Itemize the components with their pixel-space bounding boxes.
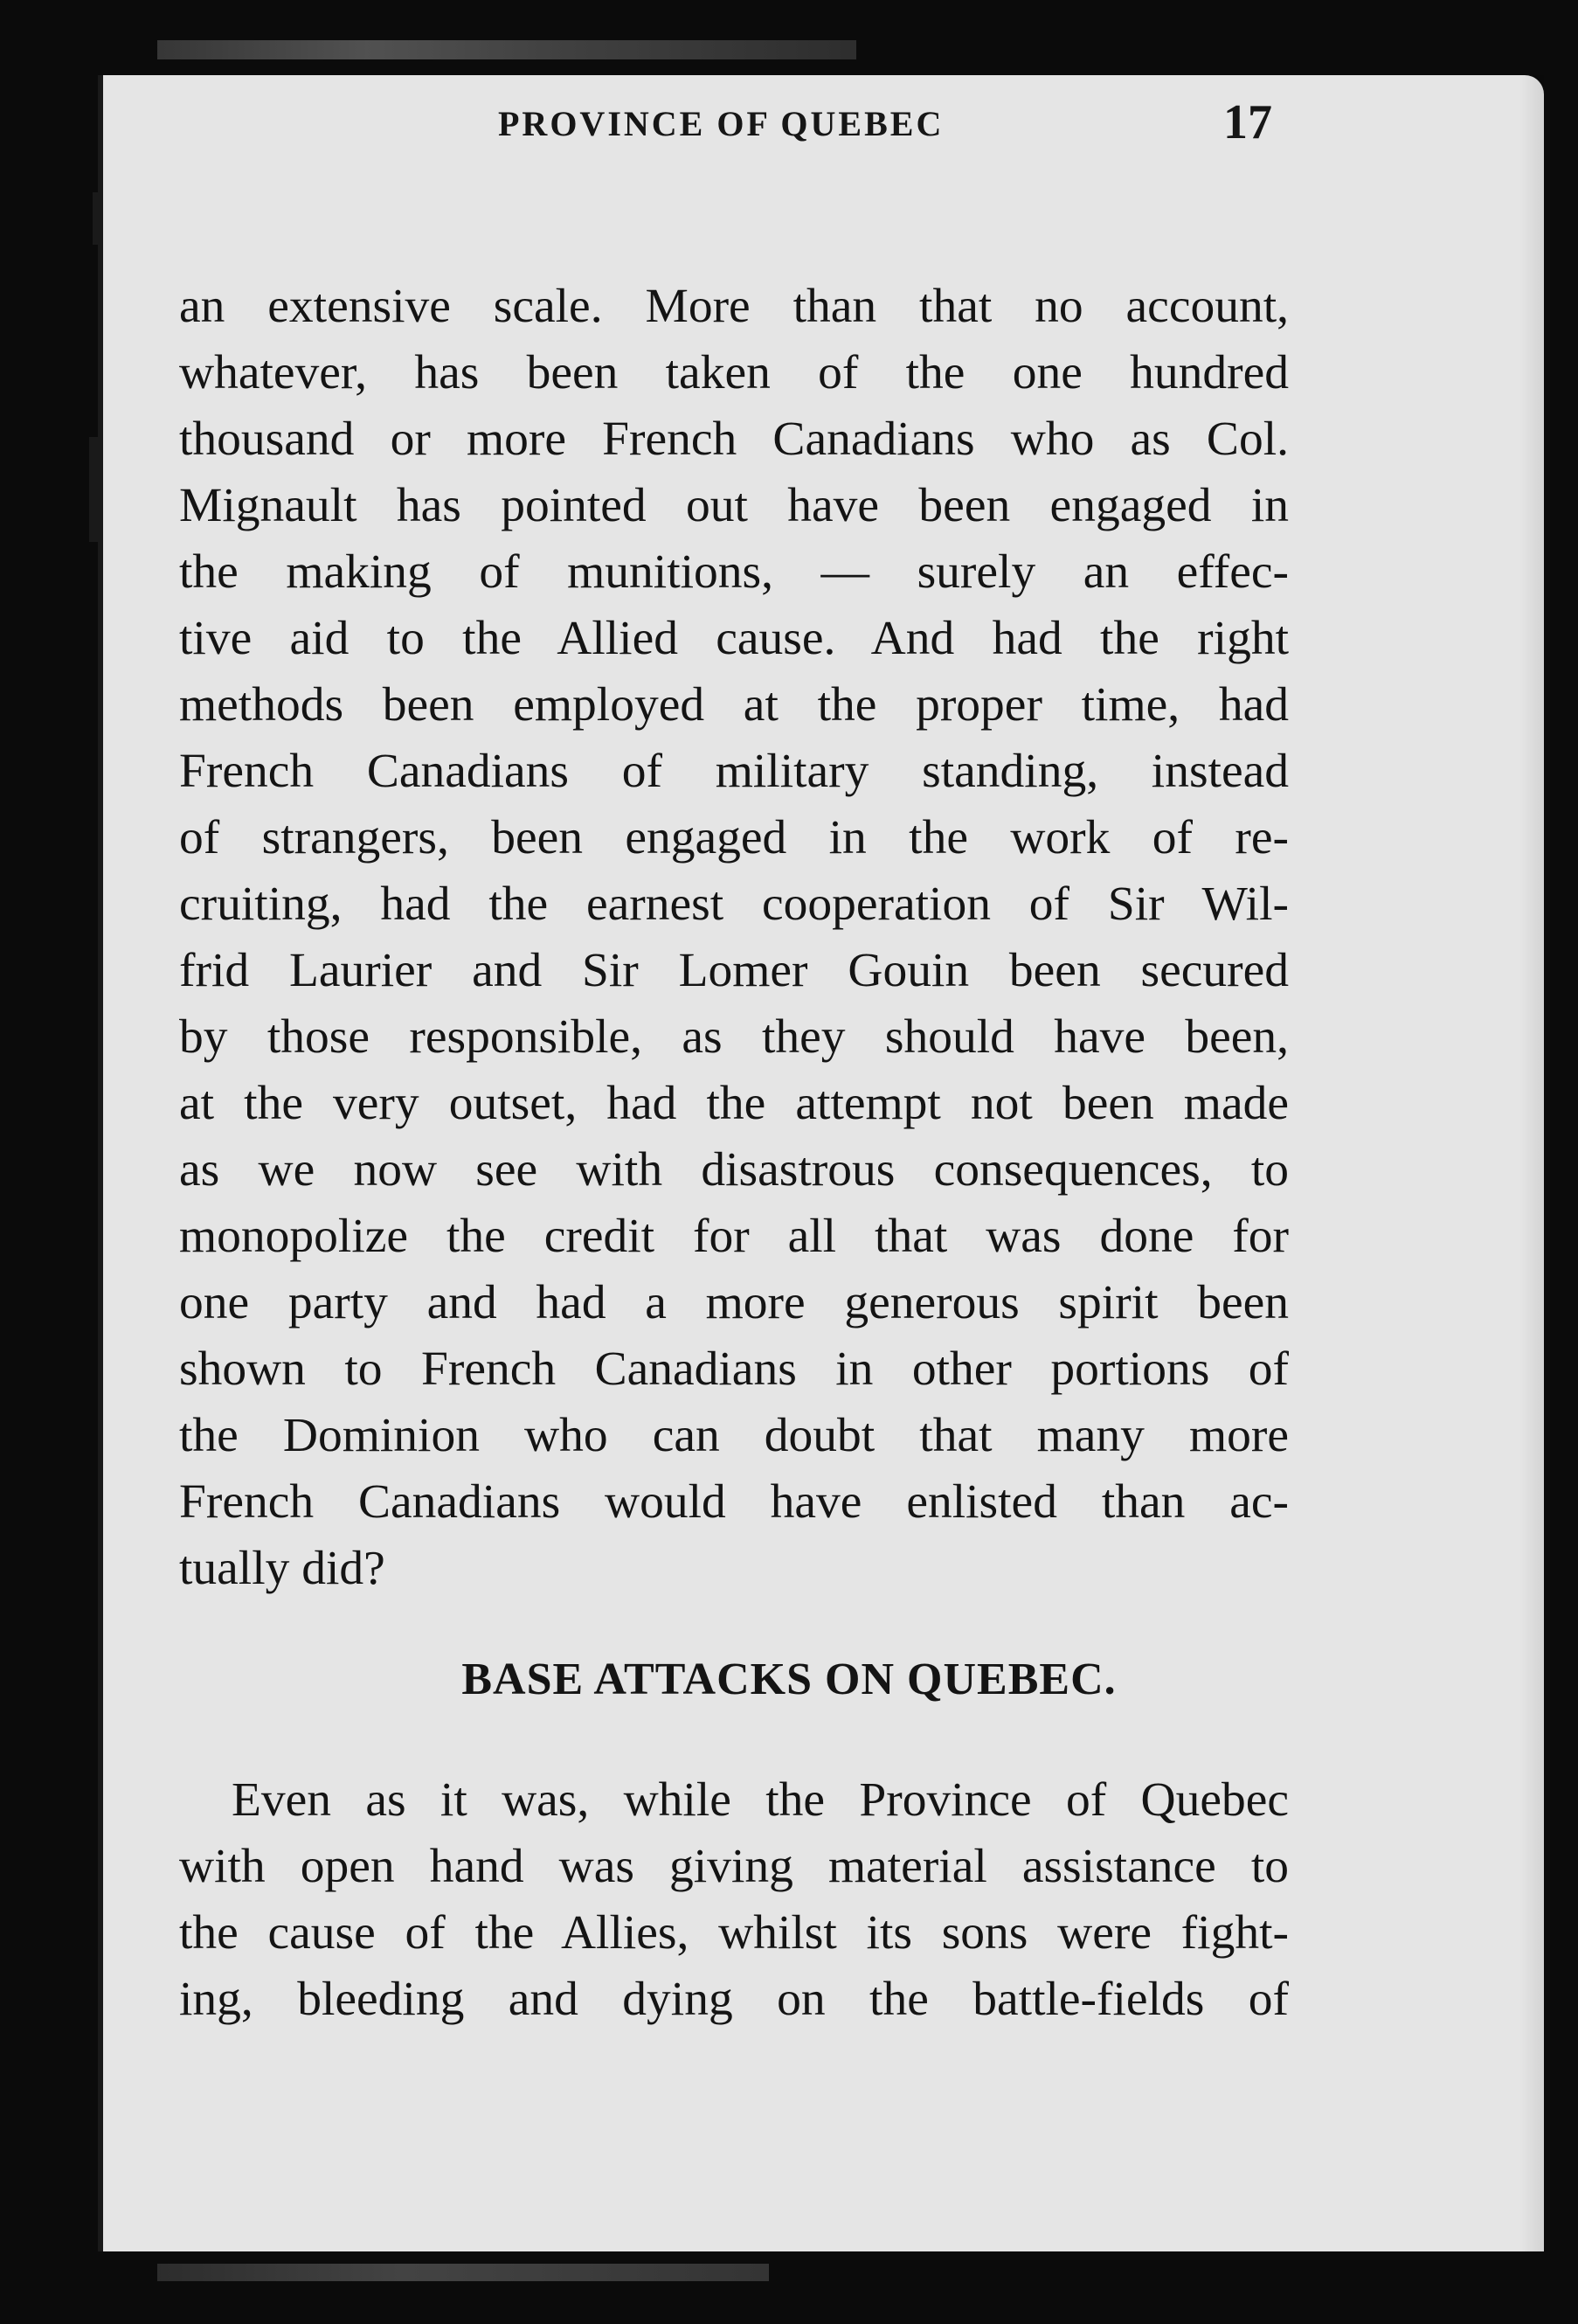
text-line: the making of munitions, — surely an effec- [179, 545, 1289, 599]
text-line: tually did? [179, 1542, 385, 1595]
text-line: thousand or more French Canadians who as Col. [179, 413, 1289, 466]
text-line: French Canadians of military standing, instead [179, 745, 1289, 798]
spine-binding-mark [89, 437, 101, 542]
text-line: at the very outset, had the attempt not been made [179, 1077, 1289, 1130]
text-line: with open hand was giving material assistance to [179, 1840, 1289, 1893]
spine-binding-mark [93, 192, 100, 245]
section-heading: BASE ATTACKS ON QUEBEC. [461, 1655, 1117, 1704]
paragraph-1 [179, 274, 1289, 1602]
paragraph-2 [179, 1767, 1289, 2033]
text-line: monopolize the credit for all that was done for [179, 1210, 1289, 1263]
text-line: the Dominion who can doubt that many more [179, 1409, 1289, 1462]
page-header [0, 95, 1578, 191]
text-line: cruiting, had the earnest cooperation of Sir Wil- [179, 878, 1289, 931]
text-line: the cause of the Allies, whilst its sons were fight- [179, 1906, 1289, 1960]
text-line: Mignault has pointed out have been engaged in [179, 479, 1289, 532]
text-line: by those responsible, as they should have been, [179, 1010, 1289, 1064]
scan-bottom-edge [157, 2264, 769, 2281]
text-line: of strangers, been engaged in the work of re- [179, 811, 1289, 864]
text-line: one party and had a more generous spirit been [179, 1276, 1289, 1329]
running-head: PROVINCE OF QUEBEC [498, 104, 945, 143]
text-line: shown to French Canadians in other portions of [179, 1342, 1289, 1396]
text-line: French Canadians would have enlisted than ac- [179, 1475, 1289, 1529]
text-line: tive aid to the Allied cause. And had the right [179, 612, 1289, 665]
text-line: an extensive scale. More than that no account, [179, 280, 1289, 333]
scan-top-edge [157, 40, 856, 59]
text-line: whatever, has been taken of the one hundred [179, 346, 1289, 399]
text-line: methods been employed at the proper time, had [179, 678, 1289, 732]
text-line: frid Laurier and Sir Lomer Gouin been secured [179, 944, 1289, 997]
text-line: ing, bleeding and dying on the battle-fields of [179, 1973, 1289, 2026]
page-number: 17 [1223, 95, 1272, 149]
text-line: as we now see with disastrous consequences, to [179, 1143, 1289, 1197]
text-line: Even as it was, while the Province of Quebec [232, 1773, 1289, 1827]
